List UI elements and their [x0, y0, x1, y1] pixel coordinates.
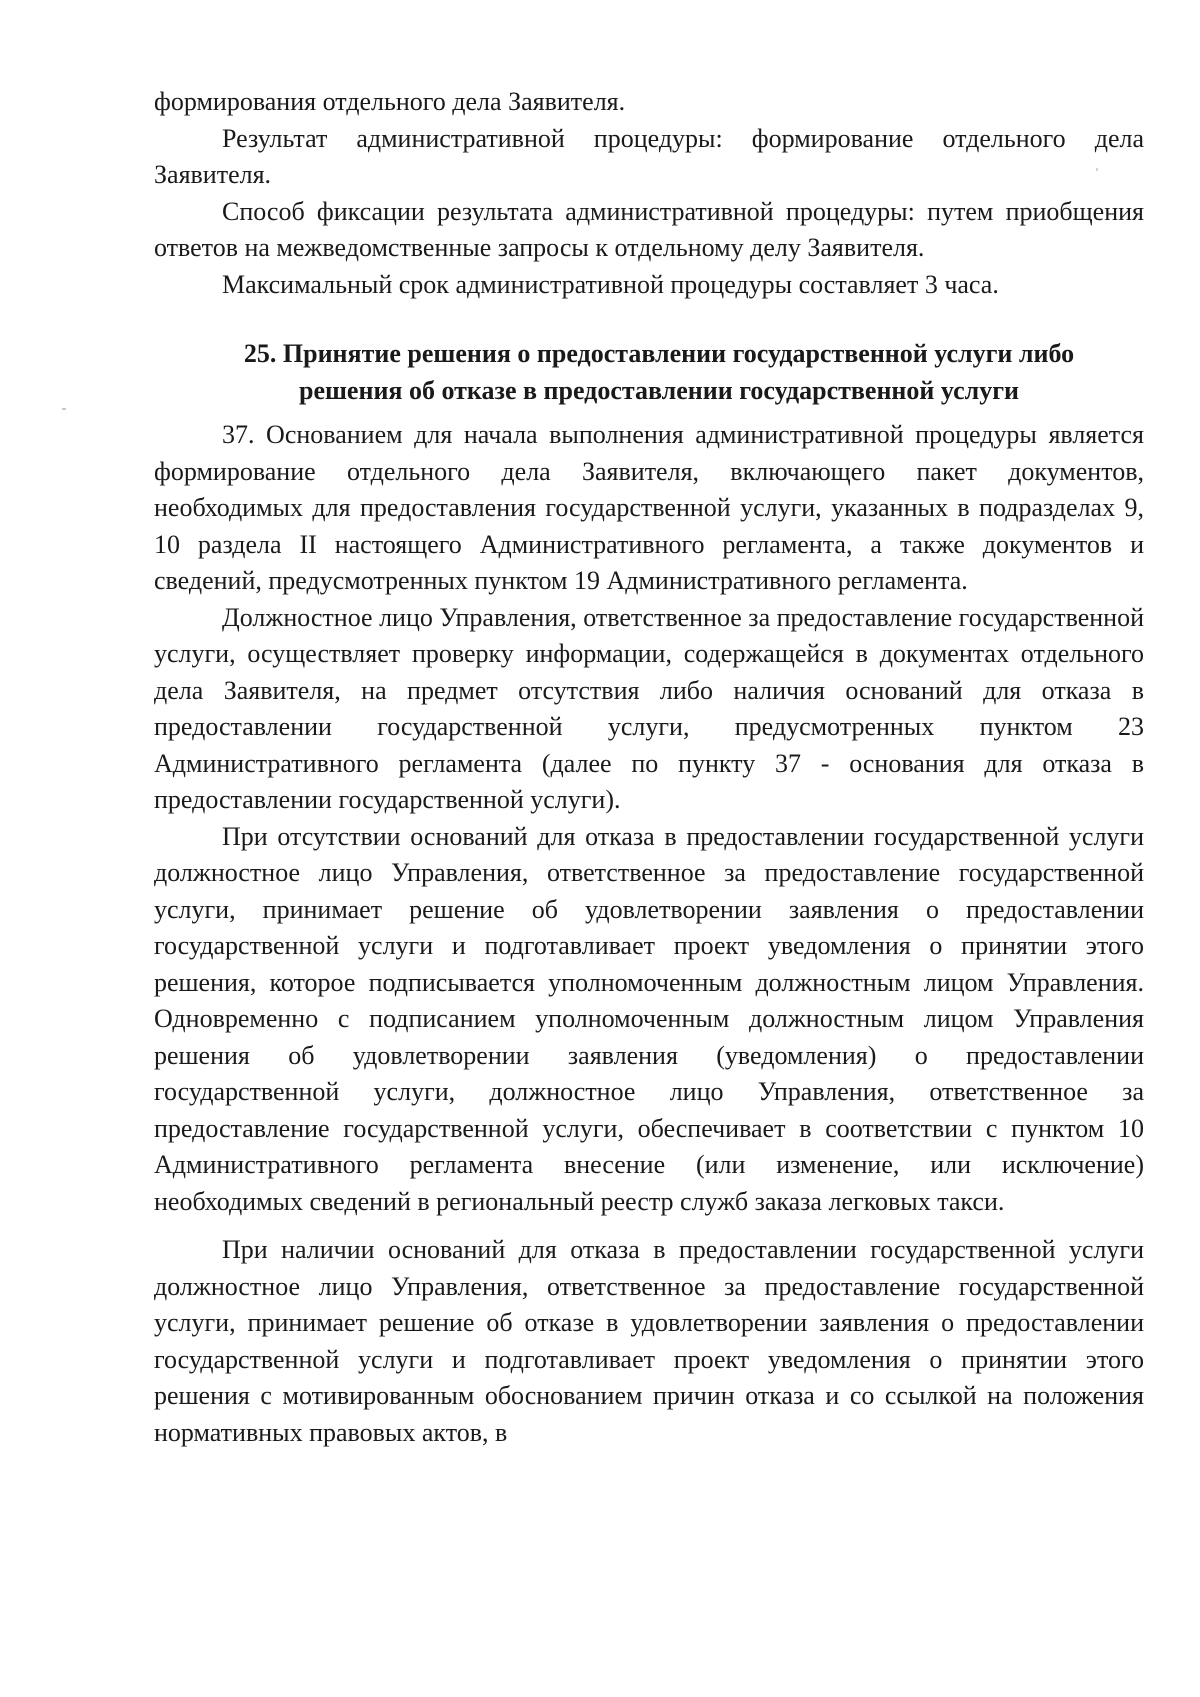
margin-mark	[62, 408, 66, 410]
paragraph-continuation: формирования отдельного дела Заявителя.	[154, 87, 626, 116]
paragraph-max-term: Максимальный срок административной процедуры составляет 3 часа.	[222, 269, 999, 299]
paragraph-result: Результат административной процедуры: формирование отдельного дела Заявителя.	[154, 123, 1144, 189]
paragraph-37-basis: 37. Основанием для начала выполнения административной процедуры является формирование отдельного дела Заявителя, включающего пакет документов, необходимых для предоставления государственной услуги, указанных в подразделах 9, 10 раздела II настоящего Административного регламента, а также документов и сведений, предусмотренных пунктом 19 Административного регламента.	[154, 420, 1144, 595]
paragraph-official-check: Должностное лицо Управления, ответственное за предоставление государственной услуги, осуществляет проверку информации, содержащейся в документах отдельного дела Заявителя, на предмет отсутствия либо наличия оснований для отказа в предоставлении государственной услуги, предусмотренных пунктом 23 Административного регламента (далее по пункту 37 - основания для отказа в предоставлении государственной услуги).	[154, 602, 1144, 814]
document-body	[154, 84, 1144, 1451]
section-heading-line-2: решения об отказе в предоставлении государственной услуги	[298, 376, 1020, 405]
section-heading-line-1: 25. Принятие решения о предоставлении государственной услуги либо	[243, 339, 1075, 368]
section-heading	[154, 335, 1144, 409]
paragraph-no-grounds: При отсутствии оснований для отказа в предоставлении государственной услуги должностное лицо Управления, ответственное за предоставление государственной услуги, принимает решение об удовлетворении заявления о предоставлении государственной услуги и подготавливает проект уведомления о принятии этого решения, которое подписывается уполномоченным должностным лицом Управления. Одновременно с подписанием уполномоченным должностным лицом Управления решения об удовлетворении заявления (уведомления) о предоставлении государственной услуги, должностное лицо Управления, ответственное за предоставление государственной услуги, обеспечивает в соответствии с пунктом 10 Административного регламента внесение (или изменение, или исключение) необходимых сведений в региональный реестр служб заказа легковых такси.	[154, 821, 1144, 1216]
paragraph-fixation-method: Способ фиксации результата административной процедуры: путем приобщения ответов на межведомственные запросы к отдельному делу Заявителя.	[154, 196, 1144, 262]
paragraph-grounds-present: При наличии оснований для отказа в предоставлении государственной услуги должностное лицо Управления, ответственное за предоставление государственной услуги, принимает решение об отказе в удовлетворении заявления о предоставлении государственной услуги и подготавливает проект уведомления о принятии этого решения с мотивированным обоснованием причин отказа и со ссылкой на положения нормативных правовых актов, в	[154, 1235, 1144, 1447]
